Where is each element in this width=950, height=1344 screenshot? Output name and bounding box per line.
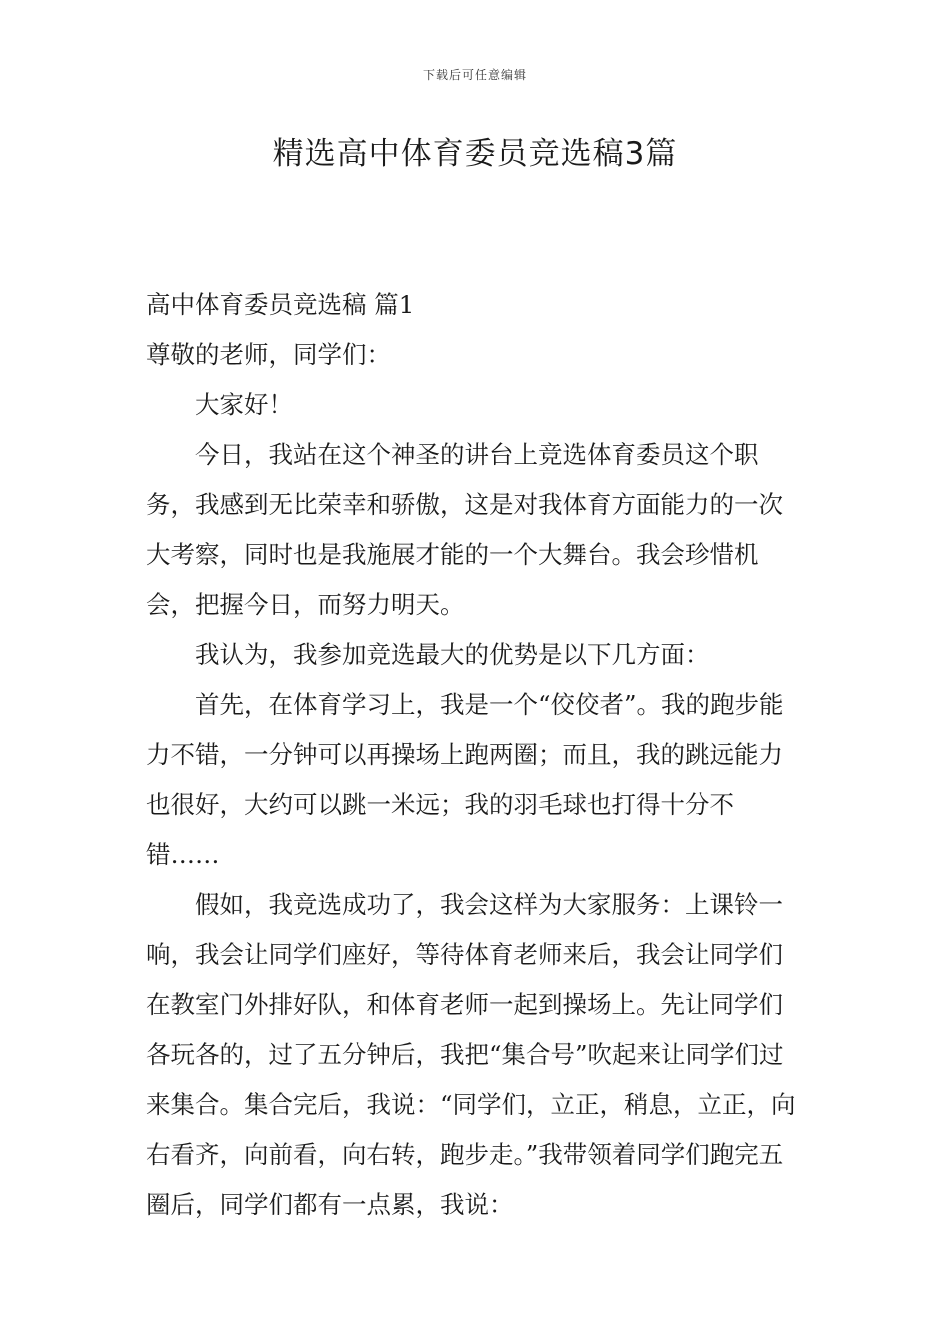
- paragraph-first-advantage: 首先，在体育学习上，我是一个“佼佼者”。我的跑步能力不错，一分钟可以再操场上跑两圈；而且，我的跳远能力也很好，大约可以跳一米远；我的羽毛球也打得十分不错……: [146, 690, 784, 869]
- section-heading: 高中体育委员竞选稿 篇1: [146, 290, 415, 319]
- paragraph-intro: 今日，我站在这个神圣的讲台上竞选体育委员这个职务，我感到无比荣幸和骄傲，这是对我体育方面能力的一次大考察，同时也是我施展才能的一个大舞台。我会珍惜机会，把握今日，而努力明天。: [146, 440, 783, 619]
- document-body: [146, 280, 806, 1230]
- page-header-note: 下载后可任意编辑: [422, 68, 527, 82]
- paragraph-service-plan: 假如，我竞选成功了，我会这样为大家服务：上课铃一响，我会让同学们座好，等待体育老师来后，我会让同学们在教室门外排好队，和体育老师一起到操场上。先让同学们各玩各的，过了五分钟后，我把“集合号”吹起来让同学们过来集合。集合完后，我说：“同学们，立正，稍息，立正，向右看齐，向前看，向右转，跑步走。”我带领着同学们跑完五圈后，同学们都有一点累，我说：: [146, 890, 796, 1219]
- paragraph-greeting: 大家好！: [195, 390, 293, 419]
- paragraph-advantages-lead: 我认为，我参加竞选最大的优势是以下几方面：: [195, 640, 710, 669]
- salutation: 尊敬的老师，同学们：: [146, 340, 391, 369]
- document-title: 精选高中体育委员竞选稿3篇: [272, 136, 678, 172]
